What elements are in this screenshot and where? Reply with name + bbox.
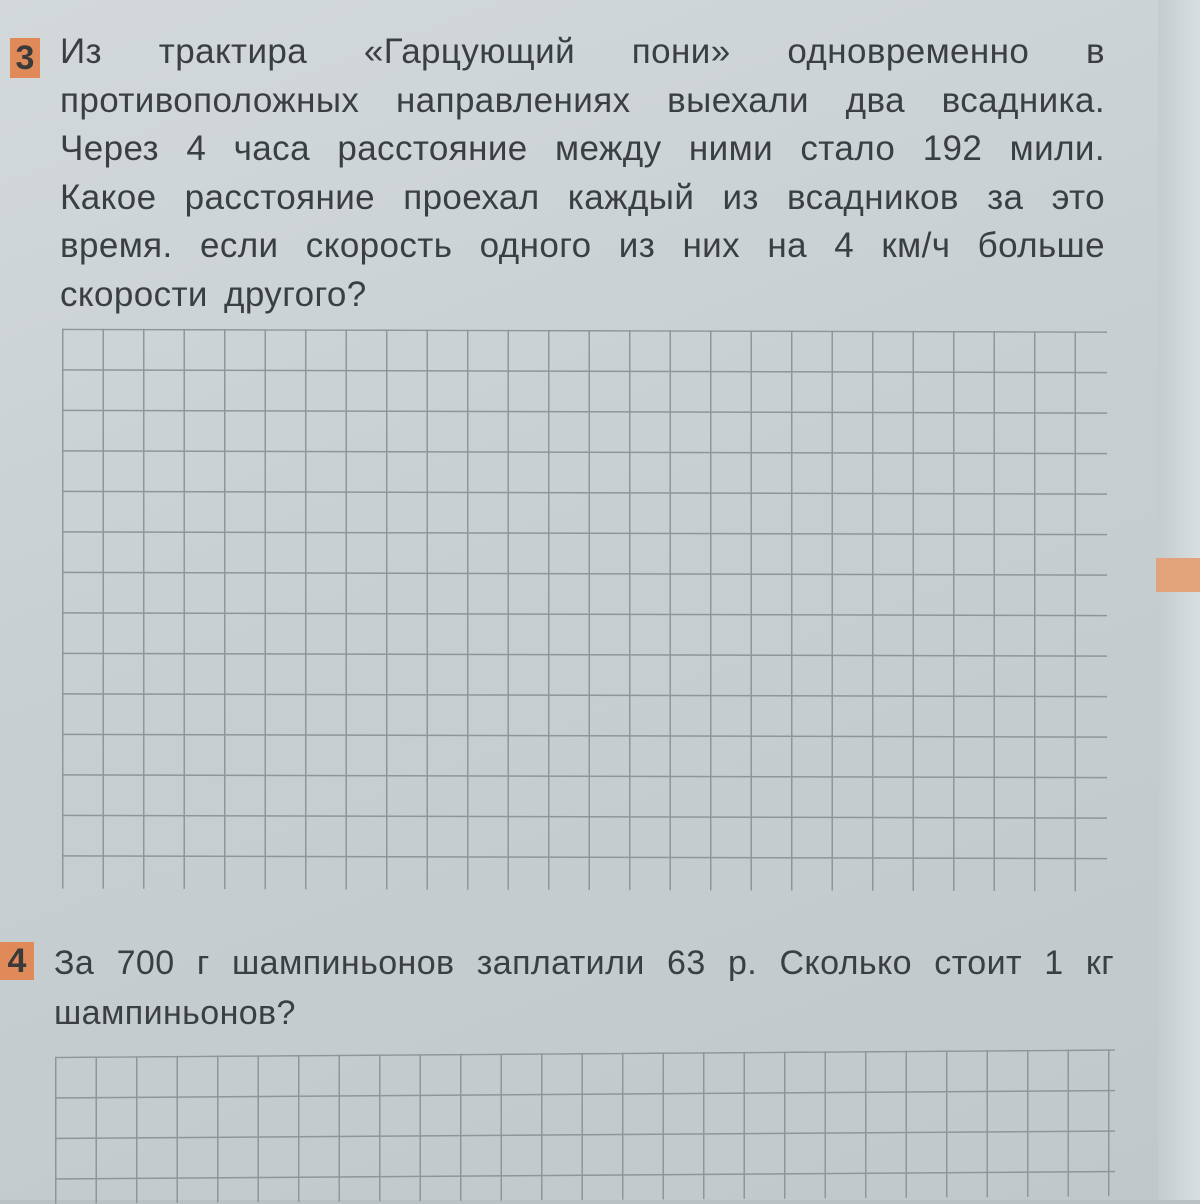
task-number-badge: 4 xyxy=(0,942,34,980)
answer-grid xyxy=(62,329,1107,892)
answer-grid xyxy=(55,1049,1115,1203)
page-edge xyxy=(1158,0,1200,1200)
task-text: За 700 г шампиньонов заплатили 63 р. Сколько стоит 1 кг шампиньонов? xyxy=(54,944,1114,1032)
task-number-badge: 3 xyxy=(10,38,40,78)
page-edge-tab xyxy=(1156,558,1200,592)
task-text: Из трактира «Гарцующий пони» одновременно в противоположных направлениях выехали два всадника. Через 4 часа расстояние между ними стало 192 мили. Какое расстояние проехал каждый из всадников за это время. если скорость одного из них на 4 км/ч больше скорости другого? xyxy=(60,32,1105,314)
